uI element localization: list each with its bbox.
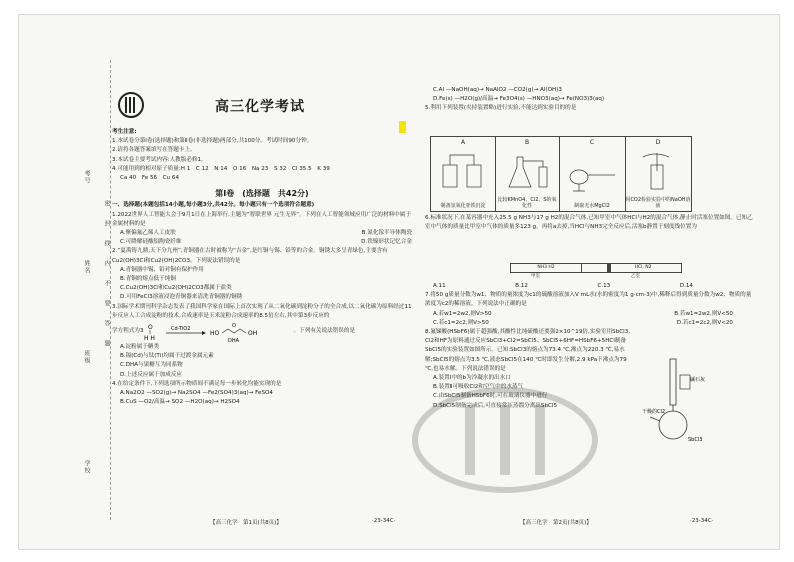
q3-reaction-structure: [144, 321, 294, 343]
q8-option-b: B.装置Ⅱ可吸收Cl2和空气中的水蒸气: [433, 384, 524, 391]
apparatus-label-soda-lime: 碱石灰: [690, 377, 706, 383]
svg-text:O: O: [231, 323, 236, 330]
section-heading: 第Ⅰ卷 (选择题 共42分): [215, 189, 309, 199]
q7-option-c: C.若c1=2c2,则V>50: [433, 319, 489, 326]
apparatus-label-cl2: 干燥的Cl2: [642, 409, 666, 415]
watermark-logo-icon: [410, 385, 600, 495]
q3-option-c: C.DHA与果糖互为同系物: [120, 362, 183, 369]
ruler-caption-right: 乙室: [631, 274, 640, 279]
apparatus-caption: 用CO2检验实验中的NaOH溶液: [625, 197, 691, 209]
q3-option-d: D.上述反应属于加成反应: [120, 371, 183, 378]
q6-container-diagram: [510, 263, 682, 279]
question-5: 5.利用下列装置(夹持装置略)进行实验,不能达到实验目的的是: [425, 105, 577, 112]
svg-text:O: O: [147, 324, 153, 332]
q4-option-b: B.CuS —O2/高温→ SO2 —H2O(aq)→ H2SO4: [120, 399, 240, 406]
q1-option-c: C.可降解硅酸铝陶瓷纤维: [120, 239, 182, 246]
seal-dashed-line: [110, 60, 111, 520]
notice-heading: 考生注意:: [112, 129, 137, 135]
q7-option-a: A.若w1=2w2,则V>50: [433, 310, 492, 317]
notice-item: 1.本试卷分第Ⅰ卷(选择题)和第Ⅱ卷(非选择题)两部分,共100分。考试时间90分钟。: [112, 138, 313, 145]
right-column-lower: [425, 214, 755, 232]
footer-left-code: ·23-34C·: [372, 518, 396, 524]
left-column: [112, 128, 412, 407]
q3-tail: 。下列有关说法错误的是: [293, 328, 356, 335]
q4-option-d: D.Fe(s) —H2O(g)/高温→ Fe3O4(s) —HNO3(aq)→ Fe(NO3)3(aq): [433, 96, 605, 103]
label-school: 学校: [83, 460, 90, 474]
publisher-logo-icon: [118, 92, 144, 118]
q8-option-c: C.由SbCl5制备HSbF6时,可在玻璃仪器中进行: [433, 393, 548, 400]
q3-option-b: B.镉(Cd)与钛(Ti)均属于过渡金属元素: [120, 353, 214, 360]
right-column: [425, 86, 755, 114]
apparatus-label-sbcl3: SbCl3: [688, 437, 703, 443]
q8-apparatus-diagram: [640, 355, 710, 455]
q5-apparatus-table: [430, 136, 692, 212]
question-8: 8.氟锑酸(HSbF6)属于超强酸,其酸性比纯硫酸还要强2×10^19倍,实验室用SbCl3、Cl2和HF为原料通过反应SbCl3+Cl2=SbCl5、SbCl5+6HF=HSbF6+5HCl制备SbCl5的实验装置如图所示。已知:SbCl3的熔点为73.4 ℃,沸点为220.3 ℃,易水解;SbCl5的熔点为3.5 ℃,液态SbCl5在140 ℃时即发生分解,2.9 kPa下沸点为79 ℃,也易水解。下列说法错误的是: [425, 329, 634, 372]
ruler-right-chamber: HCl, N2: [634, 265, 652, 270]
apparatus-label: B: [524, 139, 530, 146]
q6-option-d: D.14: [679, 283, 693, 289]
q7-option-d: D.若c1=2c2,则V<20: [676, 319, 733, 326]
section-intro: 一、选择题(本题包括14小题,每小题3分,共42分。每小题只有一个选项符合题意): [112, 202, 315, 209]
question-2: 2.“夏禹铸九鼎,天下分九州”,青铜器在古时被称为“吉金”,是红铜与锡、铅等的合金。铜锈大多呈青绿色,主要含有Cu2(OH)3Cl和Cu2(OH)2CO3。下列说法错误的是: [112, 248, 388, 264]
q8-option-a: A.装置Ⅰ中的b为冷凝水的出水口: [433, 375, 511, 382]
q1-option-a: A.聚偏氟乙烯人工皮肤: [120, 230, 176, 237]
q3-formula-label: 学方程式为3: [112, 328, 144, 335]
q7-option-b: B.若w1=2w2,则V<50: [674, 310, 733, 317]
ruler-piston: [607, 264, 611, 272]
q3-product-label: DHA: [227, 338, 239, 344]
q1-option-b: B.氮化镓半导体陶瓷: [361, 230, 412, 237]
question-6: 6.标准状况下,在某容器中充入25.5 g NH3与17 g H2的混合气体,已知甲室中气体HCl与H2的混合气体,静止时活塞位置如图。已知乙室中气体的质量比甲室中气体的质量多123 g。再将a去掉,当HCl与NH3完全反应后,活塞b静置于刻度线位置为: [425, 215, 753, 231]
q6-option-a: A.11: [433, 283, 446, 289]
q2-option-b: B.青铜的熔点低于纯铜: [120, 276, 176, 283]
q4-option-a: A.Na2O2 —SO2(g)→ Na2SO4 —Fe2(SO4)3(aq)→ FeSO4: [120, 390, 273, 397]
apparatus-cell-c: [559, 137, 626, 211]
q1-option-d: D.铁镍形状记忆合金: [361, 239, 412, 246]
apparatus-cell-d: [625, 137, 691, 211]
label-exam-number: 考号: [83, 170, 90, 184]
q2-option-d: D.可用FeCl3溶液浸泡青铜器来清洗青铜器的铜锈: [120, 294, 243, 301]
question-4: 4.在给定条件下,下列选项所示物质间不满足每一步转化均能实现的是: [112, 380, 282, 387]
question-3: 3.国际学术期刊科学杂志发表了我国科学家在国际上首次实现了从二氧化碳到淀粉分子的全合成,以二氧化碳为原料经过11步反应人工合成淀粉的技术,合成速率是玉米淀粉合成速率的8.5倍左右,其中第3步反应的: [112, 303, 412, 319]
notice-item: Ca 40 Fe 56 Cu 64: [120, 175, 180, 182]
ruler-caption-left: 甲室: [531, 274, 540, 279]
q8-option-d: D.SbCl5制备完成后,可直接常压蒸馏分离出SbCl5: [433, 402, 558, 409]
label-class: 班级: [83, 350, 90, 364]
question-7: 7.将50 g质量分数为w1、物质的量浓度为c1的硫酸溶液加入V mL水(水的密度为1 g·cm-3)中,稀释后得到质量分数为w2、物质的量浓度为c2的稀溶液。下列说法中正确的是: [425, 292, 752, 308]
q2-option-c: C.Cu2(OH)3Cl和Cu2(OH)2CO3都属于盐类: [120, 285, 232, 292]
notice-item: 3.本试卷主要考试内容:人教版必修1。: [112, 156, 207, 163]
notice-item: 2.请将各题答案填写在答题卡上。: [112, 147, 196, 154]
q3-option-a: A.淀粉属于糖类: [120, 344, 160, 351]
q6-option-b: B.12: [515, 283, 528, 289]
svg-text:H H: H H: [143, 335, 155, 343]
apparatus-cell-b: [495, 137, 560, 211]
apparatus-label: A: [460, 139, 466, 146]
q4-option-c: C.Al —NaOH(aq)→ NaAlO2 —CO2(g)→ Al(OH)3: [433, 87, 562, 93]
apparatus-c-icon: [559, 147, 625, 195]
svg-text:HO: HO: [209, 330, 219, 338]
q3-catalyst-label: Cd-TiO2: [170, 326, 190, 333]
footer-right-page: 【高三化学 第2页(共8页)】: [520, 520, 592, 526]
ruler-left-chamber: NH3 H2: [511, 264, 582, 272]
page-title: 高三化学考试: [215, 99, 305, 115]
apparatus-label: C: [589, 139, 595, 146]
apparatus-b-icon: [495, 147, 559, 195]
footer-left-page: 【高三化学 第1页(共8页)】: [210, 520, 282, 526]
seal-line-text: 密 封 线 内 不 要 答 题: [103, 200, 110, 350]
label-name: 姓名: [83, 260, 90, 274]
footer-right-code: ·23-34C·: [690, 518, 714, 524]
svg-text:OH: OH: [247, 330, 257, 338]
apparatus-a-icon: [431, 147, 495, 195]
apparatus-caption: 制备氢氧化亚铁沉淀: [440, 203, 486, 209]
notice-item: 4.可能用到的相对原子质量:H 1 C 12 N 14 O 16 Na 23 S 32 Cl 35.5 K 39: [112, 165, 330, 172]
apparatus-label: D: [655, 139, 661, 146]
apparatus-caption: 比较KMnO4、Cl2、S的氧化性: [497, 197, 557, 209]
apparatus-cell-a: [431, 137, 496, 211]
q2-option-a: A.青铜器中锡、铅对铜有保护作用: [120, 266, 204, 273]
apparatus-caption: 制取无水MgCl2: [574, 203, 610, 209]
question-1: 1.2022世界人工智能大会于9月1日在上海举行,主题为“智联世界 元生无界”。下列在人工智能领域应用广泛的材料中属于金属材料的是: [112, 211, 411, 227]
q6-option-c: C.13: [597, 283, 611, 289]
apparatus-d-icon: [625, 147, 691, 195]
